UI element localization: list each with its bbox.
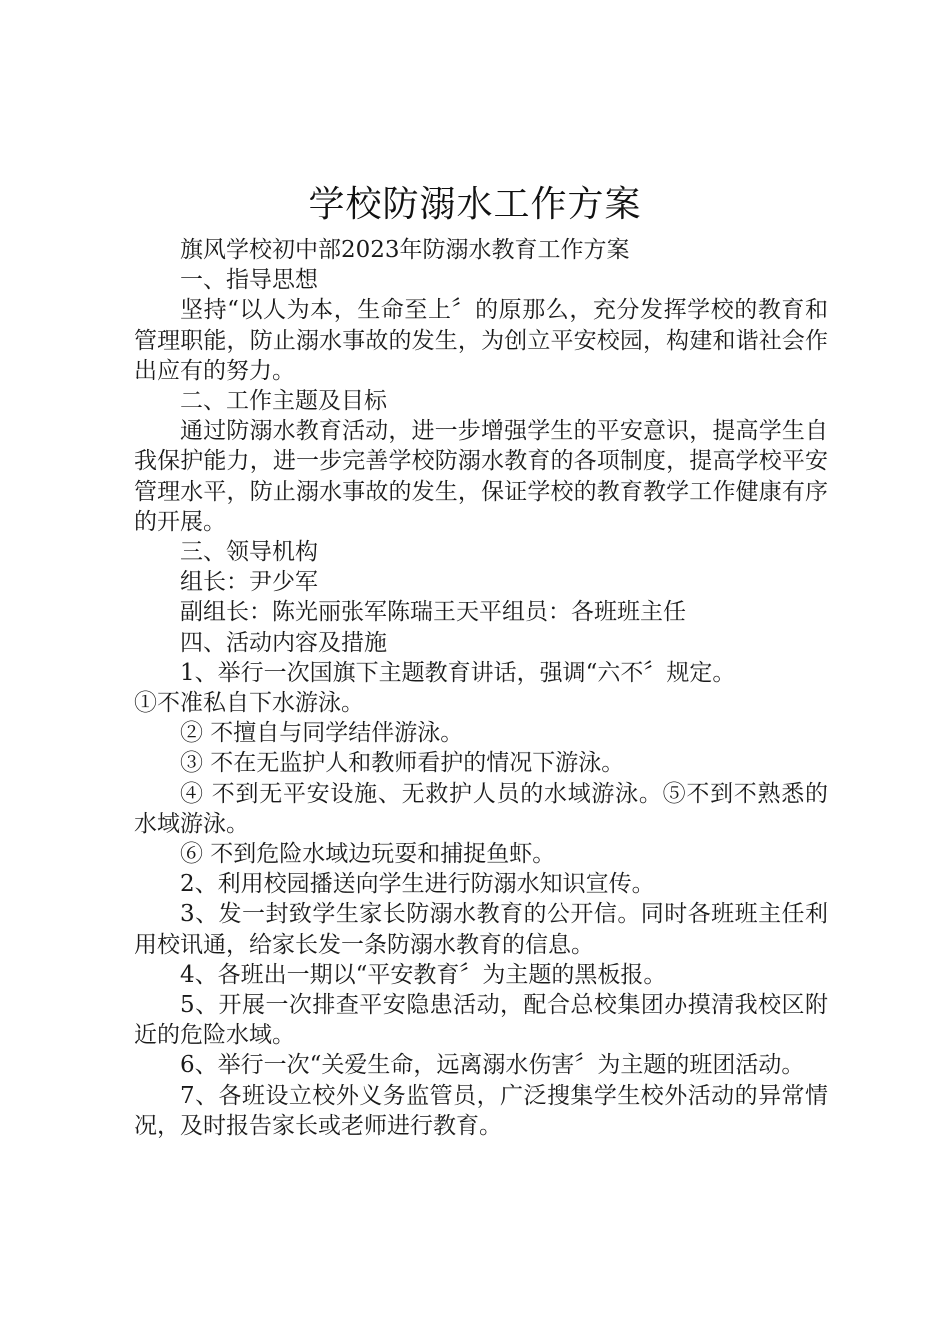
paragraph-theme-goals: 通过防溺水教育活动，进一步增强学生的平安意识，提高学生自我保护能力，进一步完善学校防溺水教育的各项制度，提高学校平安管理水平，防止溺水事故的发生，保证学校的教育教学工作健康有序的开展。 — [134, 418, 828, 535]
rule-item-1: ①不准私自下水游泳。 — [134, 690, 364, 717]
activity-item-1: 1、举行一次国旗下主题教育讲话，强调“六不〞规定。 — [180, 659, 736, 686]
activity-item-6: 6、举行一次“关爱生命，远离溺水伤害〞为主题的班团活动。 — [180, 1052, 805, 1079]
rule-item-4-5: ④ 不到无平安设施、无救护人员的水域游泳。⑤不到不熟悉的水域游泳。 — [134, 780, 828, 837]
section-heading-activities: 四、活动内容及措施 — [180, 629, 387, 656]
activity-item-7: 7、各班设立校外义务监管员，广泛搜集学生校外活动的异常情况，及时报告家长或老师进行教育。 — [134, 1082, 828, 1139]
deputy-leader-line: 副组长：陈光丽张军陈瑞王天平组员：各班班主任 — [180, 599, 686, 626]
document-body — [134, 235, 828, 1141]
activity-item-2: 2、利用校园播送向学生进行防溺水知识宣传。 — [180, 871, 655, 898]
activity-item-5: 5、开展一次排查平安隐患活动，配合总校集团办摸清我校区附近的危险水域。 — [134, 992, 828, 1049]
section-heading-leadership: 三、领导机构 — [180, 539, 318, 566]
section-heading-guiding-ideology: 一、指导思想 — [180, 267, 318, 294]
rule-item-3: ③ 不在无监护人和教师看护的情况下游泳。 — [180, 750, 625, 777]
document-title: 学校防溺水工作方案 — [308, 184, 642, 225]
paragraph-guiding-ideology: 坚持“以人为本，生命至上〞的原那么，充分发挥学校的教育和管理职能，防止溺水事故的发生，为创立平安校园，构建和谐社会作出应有的努力。 — [134, 297, 828, 384]
activity-item-4: 4、各班出一期以“平安教育〞为主题的黑板报。 — [180, 961, 667, 988]
activity-item-3: 3、发一封致学生家长防溺水教育的公开信。同时各班班主任利用校讯通，给家长发一条防溺水教育的信息。 — [134, 901, 828, 958]
section-heading-theme-goals: 二、工作主题及目标 — [180, 388, 387, 415]
plan-subtitle: 旗风学校初中部2023年防溺水教育工作方案 — [180, 237, 630, 263]
rule-item-6: ⑥ 不到危险水域边玩耍和捕捉鱼虾。 — [180, 841, 556, 868]
rule-item-2: ② 不擅自与同学结伴游泳。 — [180, 720, 464, 747]
leader-line: 组长：尹少军 — [180, 569, 318, 596]
